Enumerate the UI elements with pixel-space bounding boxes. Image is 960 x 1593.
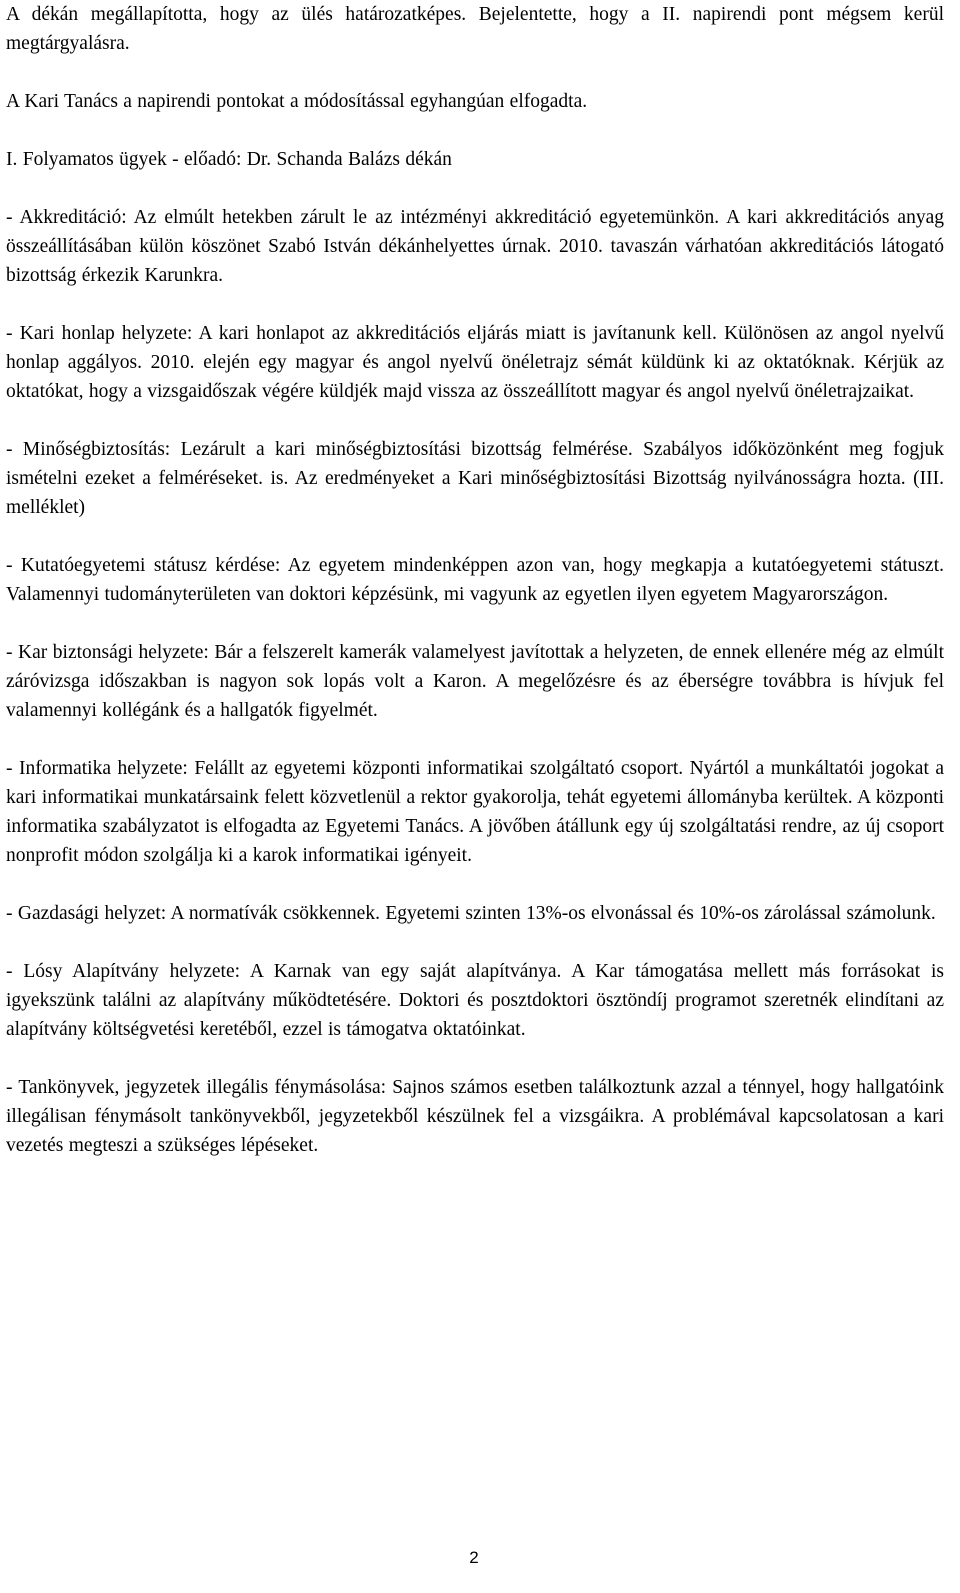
paragraph-gap (6, 1044, 944, 1073)
paragraph-gap (6, 522, 944, 551)
page-number: 2 (469, 1548, 479, 1567)
paragraph-gap (6, 725, 944, 754)
foundation-paragraph: - Lósy Alapítvány helyzete: A Karnak van egy saját alapítványa. A Kar támogatása mellett más forrásokat is igyekszünk találni az alapítvány működtetésére. Doktori és posztdoktori ösztöndíj programot szeretnék elindítani az alapítvány költségvetési keretéből, ezzel is támogatva oktatóinkat. (6, 961, 944, 1040)
it-paragraph: - Informatika helyzete: Felállt az egyetemi központi informatikai szolgáltató csoport. Nyártól a munkáltatói jogokat a kari informatikai munkatársaink felett közvetlenül a rektor gyakorolja, tehát egyetemi állományba kerültek. A központi informatika szabályzatot is elfogadta az Egyetemi Tanács. A jövőben átállunk egy új szolgáltatási rendre, az új csoport nonprofit módon szolgálja ki a karok informatikai igényeit. (6, 758, 944, 866)
section-heading: I. Folyamatos ügyek - előadó: Dr. Schanda Balázs dékán (6, 149, 452, 170)
paragraph-gap (6, 406, 944, 435)
photocopy-paragraph: - Tankönyvek, jegyzetek illegális fénymásolása: Sajnos számos esetben találkoztunk azzal a ténnyel, hogy hallgatóink illegálisan fénymásolt tankönyvekből, jegyzetekből készülnek fel a vizsgáikra. A problémával kapcsolatosan a kari vezetés megteszi a szükséges lépéseket. (6, 1077, 944, 1156)
website-paragraph: - Kari honlap helyzete: A kari honlapot az akkreditációs eljárás miatt is javítanunk kell. Különösen az angol nyelvű honlap aggályos. 2010. elején egy magyar és angol nyelvű önéletrajz sémát küldünk ki az oktatóknak. Kérjük az oktatókat, hogy a vizsgaidőszak végére küldjék majd vissza az összeállított magyar és angol nyelvű önéletrajzaikat. (6, 323, 944, 402)
paragraph-gap (6, 870, 944, 899)
paragraph-gap (6, 290, 944, 319)
paragraph-gap (6, 174, 944, 203)
security-paragraph: - Kar biztonsági helyzete: Bár a felszerelt kamerák valamelyest javítottak a helyzeten, de ennek ellenére még az elmúlt záróvizsga időszakban is nagyon sok lopás volt a Karon. A megelőzésre és az éberségre továbbra is hívjuk fel valamennyi kollégánk és a hallgatók figyelmét. (6, 642, 944, 721)
research-university-paragraph: - Kutatóegyetemi státusz kérdése: Az egyetem mindenképpen azon van, hogy megkapja a kutatóegyetemi státuszt. Valamennyi tudományterületen van doktori képzésünk, mi vagyunk az egyetlen ilyen egyetem Magyarországon. (6, 555, 944, 605)
quorum-paragraph: A dékán megállapította, hogy az ülés határozatképes. Bejelentette, hogy a II. napirendi pont mégsem kerül megtárgyalásra. (6, 4, 944, 54)
paragraph-gap (6, 58, 944, 87)
economic-paragraph: - Gazdasági helyzet: A normatívák csökkennek. Egyetemi szinten 13%-os elvonással és 10%-os zárolással számolunk. (6, 903, 936, 924)
quality-assurance-paragraph: - Minőségbiztosítás: Lezárult a kari minőségbiztosítási bizottság felmérése. Szabályos időközönként meg fogjuk ismételni ezeket a felméréseket. is. Az eredményeket a Kari minőségbiztosítási Bizottság nyilvánosságra hozta. (III. melléklet) (6, 439, 944, 518)
accreditation-paragraph: - Akkreditáció: Az elmúlt hetekben zárult le az intézményi akkreditáció egyetemünkön. A kari akkreditációs anyag összeállításában külön köszönet Szabó István dékánhelyettes úrnak. 2010. tavaszán várhatóan akkreditációs látogató bizottság érkezik Karunkra. (6, 207, 944, 286)
agenda-approval-paragraph: A Kari Tanács a napirendi pontokat a módosítással egyhangúan elfogadta. (6, 91, 588, 112)
paragraph-gap (6, 928, 944, 957)
paragraph-gap (6, 116, 944, 145)
document-page (6, 0, 944, 1160)
paragraph-gap (6, 609, 944, 638)
